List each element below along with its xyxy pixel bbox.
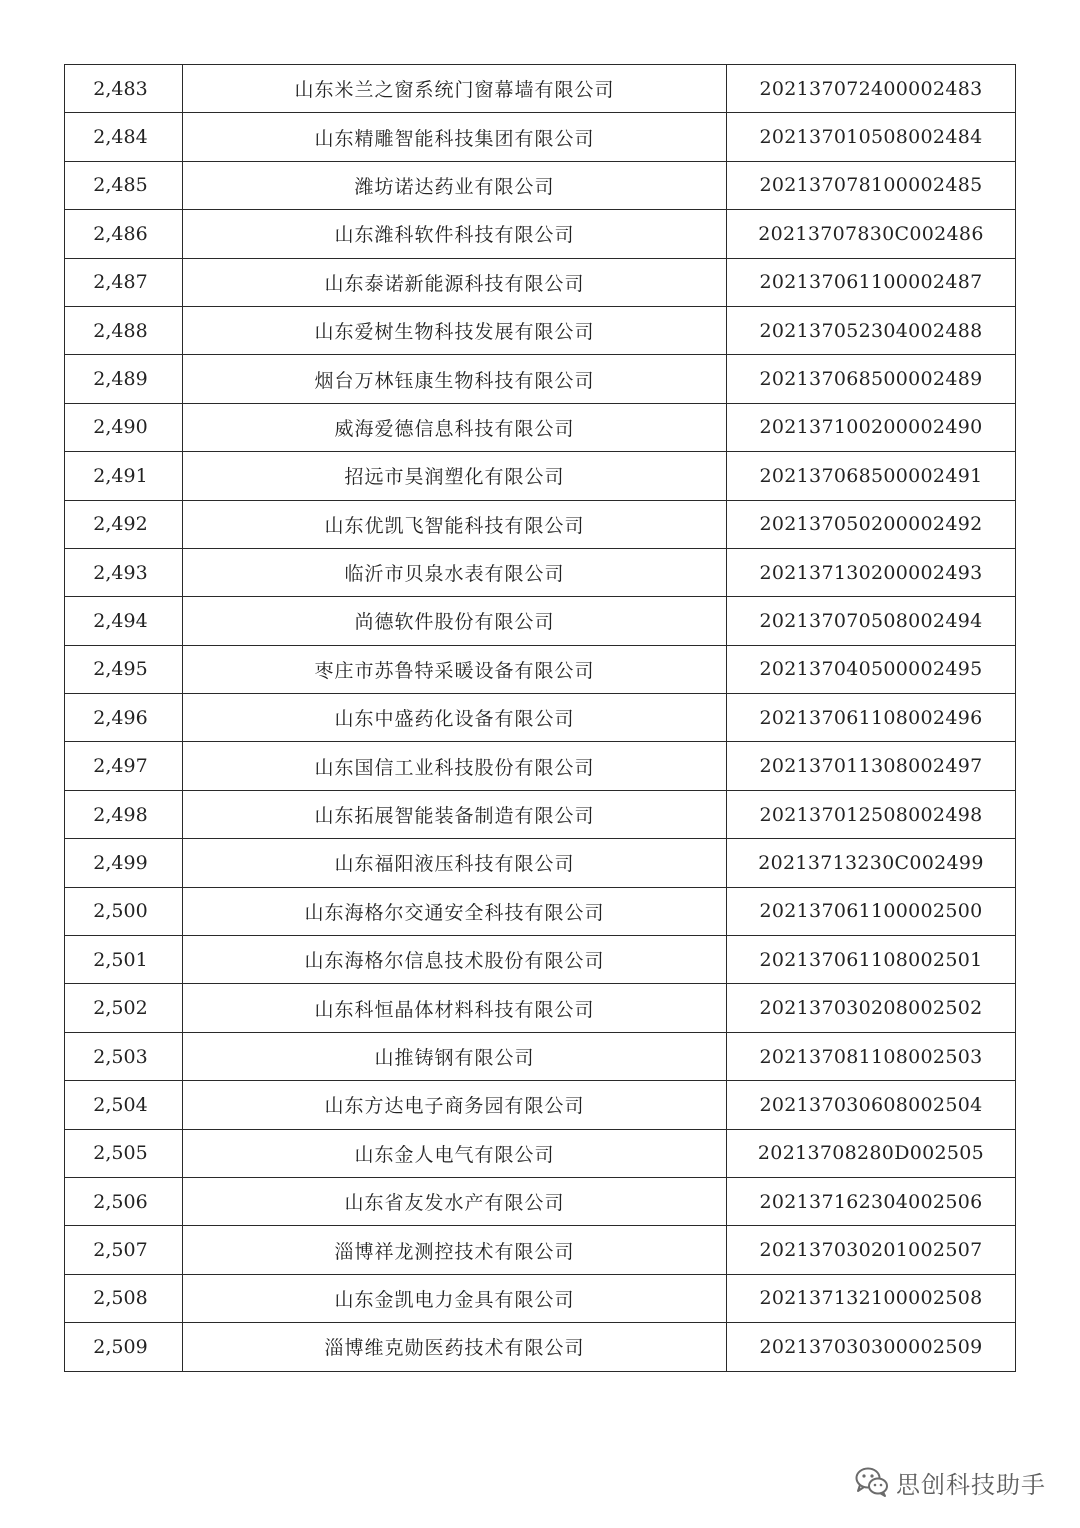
company-name: 山东福阳液压科技有限公司 — [183, 839, 727, 887]
registration-code: 202137130200002493 — [727, 548, 1016, 596]
company-name: 山东中盛药化设备有限公司 — [183, 694, 727, 742]
registration-code: 202137050200002492 — [727, 500, 1016, 548]
row-number: 2,506 — [65, 1177, 183, 1225]
company-name: 烟台万林钰康生物科技有限公司 — [183, 355, 727, 403]
company-name: 山东爱树生物科技发展有限公司 — [183, 306, 727, 354]
table-row — [65, 694, 1016, 742]
table-row — [65, 597, 1016, 645]
row-number: 2,502 — [65, 984, 183, 1032]
table-row — [65, 500, 1016, 548]
row-number: 2,490 — [65, 403, 183, 451]
registration-code: 202137100200002490 — [727, 403, 1016, 451]
table-row — [65, 1177, 1016, 1225]
table-row — [65, 65, 1016, 113]
company-name: 山东海格尔交通安全科技有限公司 — [183, 887, 727, 935]
company-name: 山推铸钢有限公司 — [183, 1032, 727, 1080]
row-number: 2,492 — [65, 500, 183, 548]
company-name: 威海爱德信息科技有限公司 — [183, 403, 727, 451]
row-number: 2,494 — [65, 597, 183, 645]
row-number: 2,491 — [65, 452, 183, 500]
company-name: 招远市昊润塑化有限公司 — [183, 452, 727, 500]
registration-code: 20213707830C002486 — [727, 210, 1016, 258]
row-number: 2,488 — [65, 306, 183, 354]
company-name: 山东拓展智能装备制造有限公司 — [183, 790, 727, 838]
company-name: 临沂市贝泉水表有限公司 — [183, 548, 727, 596]
company-name: 山东海格尔信息技术股份有限公司 — [183, 936, 727, 984]
company-name: 山东省友发水产有限公司 — [183, 1177, 727, 1225]
registration-code: 202137072400002483 — [727, 65, 1016, 113]
table-row — [65, 1274, 1016, 1322]
registration-code: 202137030208002502 — [727, 984, 1016, 1032]
registration-code: 202137132100002508 — [727, 1274, 1016, 1322]
registration-code: 20213708280D002505 — [727, 1129, 1016, 1177]
table-row — [65, 1081, 1016, 1129]
table-row — [65, 742, 1016, 790]
table-row — [65, 210, 1016, 258]
registration-code: 202137011308002497 — [727, 742, 1016, 790]
table-row — [65, 355, 1016, 403]
table-row — [65, 790, 1016, 838]
company-name: 尚德软件股份有限公司 — [183, 597, 727, 645]
registration-code: 202137012508002498 — [727, 790, 1016, 838]
registration-code: 202137040500002495 — [727, 645, 1016, 693]
registration-code: 202137030300002509 — [727, 1323, 1016, 1371]
row-number: 2,487 — [65, 258, 183, 306]
watermark-text: 思创科技助手 — [896, 1470, 1046, 1499]
company-name: 山东泰诺新能源科技有限公司 — [183, 258, 727, 306]
registration-code: 202137078100002485 — [727, 161, 1016, 209]
row-number: 2,505 — [65, 1129, 183, 1177]
company-name: 山东科恒晶体材料科技有限公司 — [183, 984, 727, 1032]
row-number: 2,497 — [65, 742, 183, 790]
table-row — [65, 548, 1016, 596]
registration-code: 202137061100002500 — [727, 887, 1016, 935]
company-name: 山东潍科软件科技有限公司 — [183, 210, 727, 258]
registration-code: 202137081108002503 — [727, 1032, 1016, 1080]
registration-code: 202137030608002504 — [727, 1081, 1016, 1129]
table-row — [65, 403, 1016, 451]
row-number: 2,493 — [65, 548, 183, 596]
row-number: 2,496 — [65, 694, 183, 742]
row-number: 2,484 — [65, 113, 183, 161]
company-name: 枣庄市苏鲁特采暖设备有限公司 — [183, 645, 727, 693]
registration-code: 202137061100002487 — [727, 258, 1016, 306]
row-number: 2,504 — [65, 1081, 183, 1129]
table-row — [65, 1129, 1016, 1177]
company-name: 山东金人电气有限公司 — [183, 1129, 727, 1177]
registration-code: 202137052304002488 — [727, 306, 1016, 354]
company-list-table — [64, 64, 1016, 1372]
table-body — [65, 65, 1016, 1372]
registration-code: 202137061108002501 — [727, 936, 1016, 984]
watermark — [854, 1462, 1046, 1502]
company-name: 山东金凯电力金具有限公司 — [183, 1274, 727, 1322]
company-name: 山东优凯飞智能科技有限公司 — [183, 500, 727, 548]
table-row — [65, 113, 1016, 161]
registration-code: 20213713230C002499 — [727, 839, 1016, 887]
table-row — [65, 161, 1016, 209]
company-name: 山东方达电子商务园有限公司 — [183, 1081, 727, 1129]
company-name: 潍坊诺达药业有限公司 — [183, 161, 727, 209]
row-number: 2,500 — [65, 887, 183, 935]
table-row — [65, 1032, 1016, 1080]
company-name: 山东精雕智能科技集团有限公司 — [183, 113, 727, 161]
wechat-icon — [854, 1466, 890, 1498]
table-row — [65, 645, 1016, 693]
registration-code: 202137070508002494 — [727, 597, 1016, 645]
row-number: 2,489 — [65, 355, 183, 403]
registration-code: 202137030201002507 — [727, 1226, 1016, 1274]
row-number: 2,507 — [65, 1226, 183, 1274]
registration-code: 202137061108002496 — [727, 694, 1016, 742]
table-row — [65, 258, 1016, 306]
company-name: 淄博维克勋医药技术有限公司 — [183, 1323, 727, 1371]
table-row — [65, 452, 1016, 500]
company-name: 淄博祥龙测控技术有限公司 — [183, 1226, 727, 1274]
table-row — [65, 839, 1016, 887]
table-row — [65, 1323, 1016, 1371]
registration-code: 202137010508002484 — [727, 113, 1016, 161]
table-row — [65, 1226, 1016, 1274]
registration-code: 202137162304002506 — [727, 1177, 1016, 1225]
row-number: 2,499 — [65, 839, 183, 887]
row-number: 2,501 — [65, 936, 183, 984]
company-name: 山东米兰之窗系统门窗幕墙有限公司 — [183, 65, 727, 113]
table-row — [65, 887, 1016, 935]
row-number: 2,498 — [65, 790, 183, 838]
company-name: 山东国信工业科技股份有限公司 — [183, 742, 727, 790]
table-row — [65, 306, 1016, 354]
row-number: 2,485 — [65, 161, 183, 209]
registration-code: 202137068500002491 — [727, 452, 1016, 500]
registration-code: 202137068500002489 — [727, 355, 1016, 403]
row-number: 2,508 — [65, 1274, 183, 1322]
table-row — [65, 936, 1016, 984]
row-number: 2,483 — [65, 65, 183, 113]
row-number: 2,486 — [65, 210, 183, 258]
table-row — [65, 984, 1016, 1032]
row-number: 2,509 — [65, 1323, 183, 1371]
row-number: 2,503 — [65, 1032, 183, 1080]
row-number: 2,495 — [65, 645, 183, 693]
